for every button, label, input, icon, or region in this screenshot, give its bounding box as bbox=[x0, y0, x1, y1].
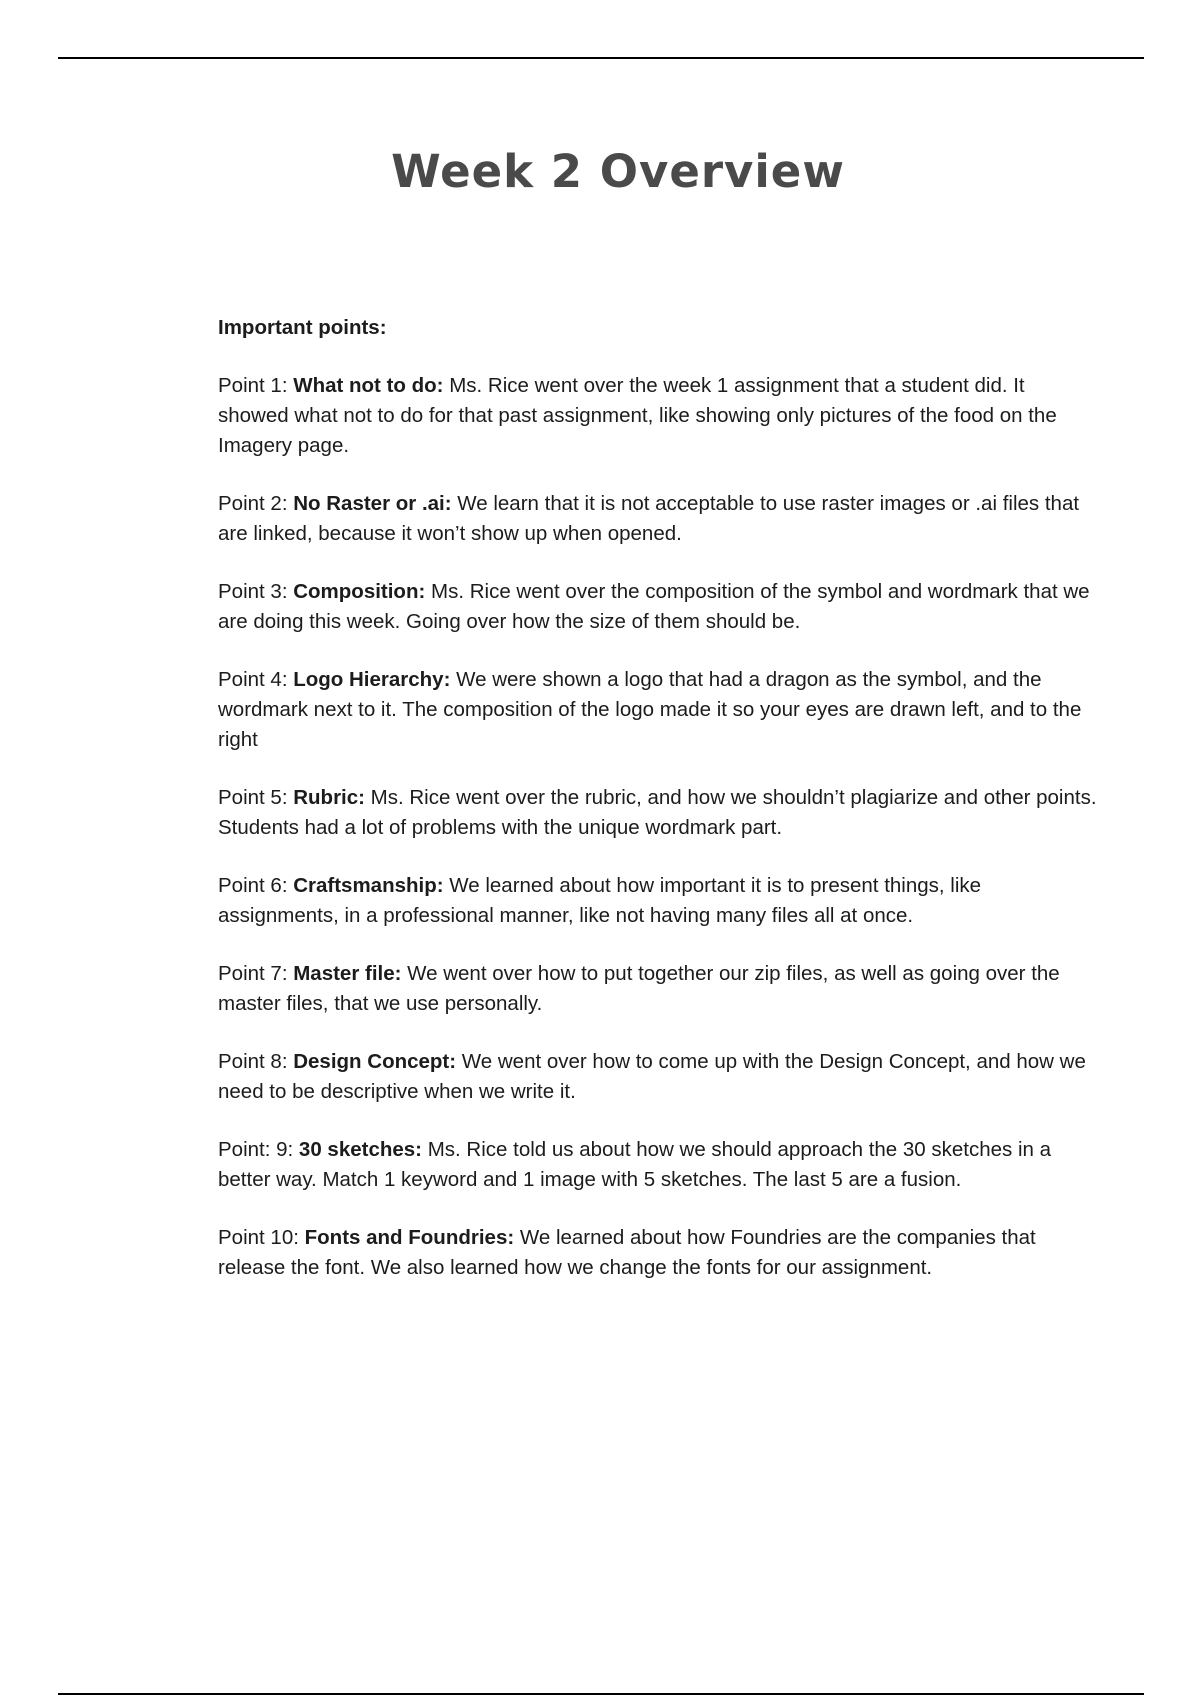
point-term: Design Concept: bbox=[293, 1050, 457, 1073]
point-label: Point 7: bbox=[218, 962, 294, 985]
point-label: Point 1: bbox=[218, 374, 294, 397]
point-text: We went over how to come up with the Design Concept, and how we need to be descriptive when we write it. bbox=[218, 1050, 1086, 1103]
point-text: Ms. Rice went over the rubric, and how we shouldn’t plagiarize and other points. Students had a lot of problems with the unique wordmark part. bbox=[218, 786, 1097, 839]
footer-rule bbox=[58, 1693, 1144, 1695]
point-label: Point 3: bbox=[218, 580, 294, 603]
point-text: We were shown a logo that had a dragon as the symbol, and the wordmark next to it. The composition of the logo made it so your eyes are drawn left, and to the right bbox=[218, 668, 1082, 751]
point-5 bbox=[218, 783, 1098, 843]
section-heading: Important points: bbox=[218, 316, 387, 339]
point-term: Craftsmanship: bbox=[293, 874, 444, 897]
point-10 bbox=[218, 1223, 1098, 1283]
point-term: Fonts and Foundries: bbox=[304, 1226, 515, 1249]
point-3 bbox=[218, 577, 1098, 637]
point-text: Ms. Rice went over the composition of the symbol and wordmark that we are doing this week. Going over how the size of them should be. bbox=[218, 580, 1090, 633]
point-term: What not to do: bbox=[293, 374, 444, 397]
point-label: Point: 9: bbox=[218, 1138, 299, 1161]
point-2 bbox=[218, 489, 1098, 549]
point-label: Point 10: bbox=[218, 1226, 305, 1249]
point-label: Point 4: bbox=[218, 668, 294, 691]
point-8 bbox=[218, 1047, 1098, 1107]
page-title: Week 2 Overview bbox=[391, 145, 845, 198]
point-term: 30 sketches: bbox=[298, 1138, 423, 1161]
header-rule bbox=[58, 57, 1144, 59]
point-text: Ms. Rice went over the week 1 assignment that a student did. It showed what not to do for that past assignment, like showing only pictures of the food on the Imagery page. bbox=[218, 374, 1057, 457]
point-7 bbox=[218, 959, 1098, 1019]
point-text: Ms. Rice told us about how we should approach the 30 sketches in a better way. Match 1 keyword and 1 image with 5 sketches. The last 5 are a fusion. bbox=[218, 1138, 1052, 1191]
point-term: Logo Hierarchy: bbox=[293, 668, 451, 691]
point-1 bbox=[218, 371, 1098, 461]
point-label: Point 2: bbox=[218, 492, 294, 515]
point-6 bbox=[218, 871, 1098, 931]
point-label: Point 5: bbox=[218, 786, 294, 809]
point-label: Point 6: bbox=[218, 874, 294, 897]
point-text: We learned about how Foundries are the companies that release the font. We also learned how we change the fonts for our assignment. bbox=[218, 1226, 1036, 1279]
point-term: No Raster or .ai: bbox=[293, 492, 452, 515]
point-term: Composition: bbox=[293, 580, 426, 603]
point-label: Point 8: bbox=[218, 1050, 294, 1073]
point-term: Rubric: bbox=[293, 786, 365, 809]
document-body bbox=[218, 313, 1098, 1311]
point-4 bbox=[218, 665, 1098, 755]
point-text: We went over how to put together our zip files, as well as going over the master files, that we use personally. bbox=[218, 962, 1060, 1015]
point-text: We learn that it is not acceptable to use raster images or .ai files that are linked, because it won’t show up when opened. bbox=[218, 492, 1080, 545]
point-term: Master file: bbox=[293, 962, 402, 985]
point-9 bbox=[218, 1135, 1098, 1195]
point-text: We learned about how important it is to present things, like assignments, in a professional manner, like not having many files all at once. bbox=[218, 874, 982, 927]
